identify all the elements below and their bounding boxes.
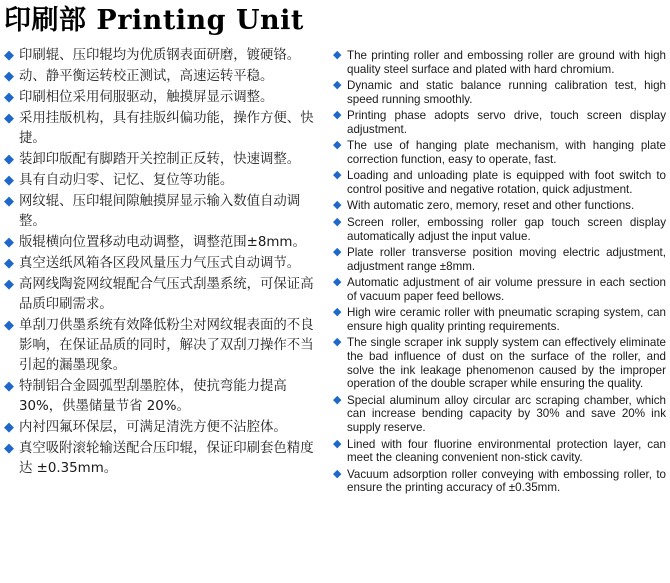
diamond-bullet-icon: ◆	[333, 199, 342, 212]
diamond-bullet-icon: ◆	[4, 379, 14, 394]
feature-item-zh	[4, 418, 314, 438]
feature-item-zh	[4, 109, 314, 149]
feature-item-en	[333, 438, 666, 465]
feature-text-zh: 单刮刀供墨系统有效降低粉尘对网纹辊表面的不良影响，在保证品质的同时，解决了双刮刀操作不当引起的漏墨现象。	[19, 318, 314, 373]
feature-text-en: The use of hanging plate mechanism, with hanging plate correction function, easy to operate, fast.	[347, 139, 666, 166]
feature-list-english	[333, 49, 666, 498]
feature-item-zh	[4, 254, 314, 274]
feature-item-zh	[4, 67, 314, 87]
diamond-bullet-icon: ◆	[333, 336, 342, 349]
diamond-bullet-icon: ◆	[333, 49, 342, 61]
feature-text-zh: 动、静平衡运转校正测试，高速运转平稳。	[19, 69, 274, 84]
feature-text-zh: 版辊横向位置移动电动调整，调整范围±8mm。	[19, 235, 306, 250]
feature-text-zh: 真空送纸风箱各区段风量压力气压式自动调节。	[19, 256, 301, 271]
feature-text-zh: 高网线陶瓷网纹辊配合气压式刮墨系统，可保证高品质印刷需求。	[19, 277, 314, 312]
feature-item-zh	[4, 192, 314, 232]
feature-item-zh	[4, 316, 314, 376]
feature-item-en	[333, 394, 666, 435]
feature-item-zh	[4, 439, 314, 479]
diamond-bullet-icon: ◆	[4, 420, 14, 435]
feature-text-zh: 真空吸附滚轮输送配合压印辊，保证印刷套色精度达 ±0.35mm。	[19, 441, 314, 476]
feature-text-en: Automatic adjustment of air volume pressure in each section of vacuum paper feed bellows.	[347, 276, 666, 303]
feature-list-chinese	[4, 46, 314, 480]
feature-text-en: The single scraper ink supply system can effectively eliminate the bad influence of dust on the surface of the roller, and solve the ink leakage phenomenon caused by the improper operation of the double scraper while ensuring the quality.	[347, 336, 666, 391]
diamond-bullet-icon: ◆	[333, 245, 342, 258]
feature-text-zh: 具有自动归零、记忆、复位等功能。	[19, 173, 234, 188]
diamond-bullet-icon: ◆	[4, 90, 14, 105]
diamond-bullet-icon: ◆	[333, 437, 342, 450]
feature-item-zh	[4, 377, 314, 417]
feature-item-en	[333, 336, 666, 391]
diamond-bullet-icon: ◆	[333, 276, 342, 289]
feature-text-en: Printing phase adopts servo drive, touch screen display adjustment.	[347, 109, 666, 136]
feature-item-en	[333, 216, 666, 243]
feature-item-en	[333, 169, 666, 196]
feature-text-zh: 印刷相位采用伺服驱动，触摸屏显示调整。	[19, 90, 274, 105]
feature-item-zh	[4, 233, 314, 253]
diamond-bullet-icon: ◆	[4, 235, 14, 250]
feature-text-en: With automatic zero, memory, reset and other functions.	[347, 199, 635, 213]
feature-text-zh: 装卸印版配有脚踏开关控制正反转，快速调整。	[19, 152, 301, 167]
diamond-bullet-icon: ◆	[4, 69, 14, 84]
feature-item-en	[333, 306, 666, 333]
diamond-bullet-icon: ◆	[333, 215, 342, 228]
feature-item-zh	[4, 171, 314, 191]
diamond-bullet-icon: ◆	[4, 277, 14, 292]
diamond-bullet-icon: ◆	[4, 111, 14, 126]
diamond-bullet-icon: ◆	[4, 256, 14, 271]
feature-item-zh	[4, 88, 314, 108]
feature-item-en	[333, 199, 666, 213]
feature-item-en	[333, 246, 666, 273]
feature-text-en: The printing roller and embossing roller are ground with high quality steel surface and plated with hard chromium.	[347, 49, 666, 76]
feature-item-zh	[4, 275, 314, 315]
diamond-bullet-icon: ◆	[4, 173, 14, 188]
diamond-bullet-icon: ◆	[333, 169, 342, 182]
feature-item-en	[333, 49, 666, 76]
feature-text-en: High wire ceramic roller with pneumatic scraping system, can ensure high quality printing requirements.	[347, 306, 666, 333]
diamond-bullet-icon: ◆	[333, 79, 342, 92]
diamond-bullet-icon: ◆	[333, 393, 342, 406]
diamond-bullet-icon: ◆	[4, 441, 14, 456]
diamond-bullet-icon: ◆	[4, 48, 14, 63]
feature-text-en: Loading and unloading plate is equipped with foot switch to control positive and negative rotation, quick adjustment.	[347, 169, 666, 197]
diamond-bullet-icon: ◆	[333, 139, 342, 152]
feature-item-en	[333, 276, 666, 303]
diamond-bullet-icon: ◆	[333, 306, 342, 319]
feature-text-zh: 内衬四氟环保层，可满足清洗方便不沾腔体。	[19, 420, 287, 435]
feature-text-en: Special aluminum alloy circular arc scraping chamber, which can increase bending capacity by 30% and save 20% ink supply reserve.	[347, 393, 666, 435]
feature-text-en: Vacuum adsorption roller conveying with embossing roller, to ensure the printing accuracy of ±0.35mm.	[347, 467, 666, 495]
feature-text-en: Dynamic and static balance running calibration test, high speed running smoothly.	[347, 79, 666, 106]
feature-item-zh	[4, 46, 314, 66]
feature-text-zh: 采用挂版机构，具有挂版纠偏功能，操作方便、快捷。	[19, 111, 314, 146]
feature-item-en	[333, 109, 666, 136]
feature-text-zh: 特制铝合金圆弧型刮墨腔体，使抗弯能力提高 30%，供墨储量节省 20%。	[19, 379, 287, 414]
feature-item-en	[333, 79, 666, 106]
feature-text-en: Lined with four fluorine environmental protection layer, can meet the cleaning convenient non-stick cavity.	[347, 437, 666, 465]
feature-text-zh: 印刷辊、压印辊均为优质钢表面研磨，镀硬铬。	[19, 48, 301, 63]
feature-item-zh	[4, 150, 314, 170]
diamond-bullet-icon: ◆	[4, 194, 14, 209]
diamond-bullet-icon: ◆	[4, 152, 14, 167]
feature-item-en	[333, 468, 666, 495]
diamond-bullet-icon: ◆	[4, 318, 14, 333]
feature-text-en: Plate roller transverse position moving electric adjustment, adjustment range ±8mm.	[347, 245, 666, 273]
feature-item-en	[333, 139, 666, 166]
diamond-bullet-icon: ◆	[333, 109, 342, 122]
feature-text-zh: 网纹辊、压印辊间隙触摸屏显示输入数值自动调整。	[19, 194, 301, 229]
diamond-bullet-icon: ◆	[333, 467, 342, 480]
page-title: 印刷部 Printing Unit	[4, 5, 304, 36]
feature-text-en: Screen roller, embossing roller gap touch screen display automatically adjust the input value.	[347, 215, 666, 243]
